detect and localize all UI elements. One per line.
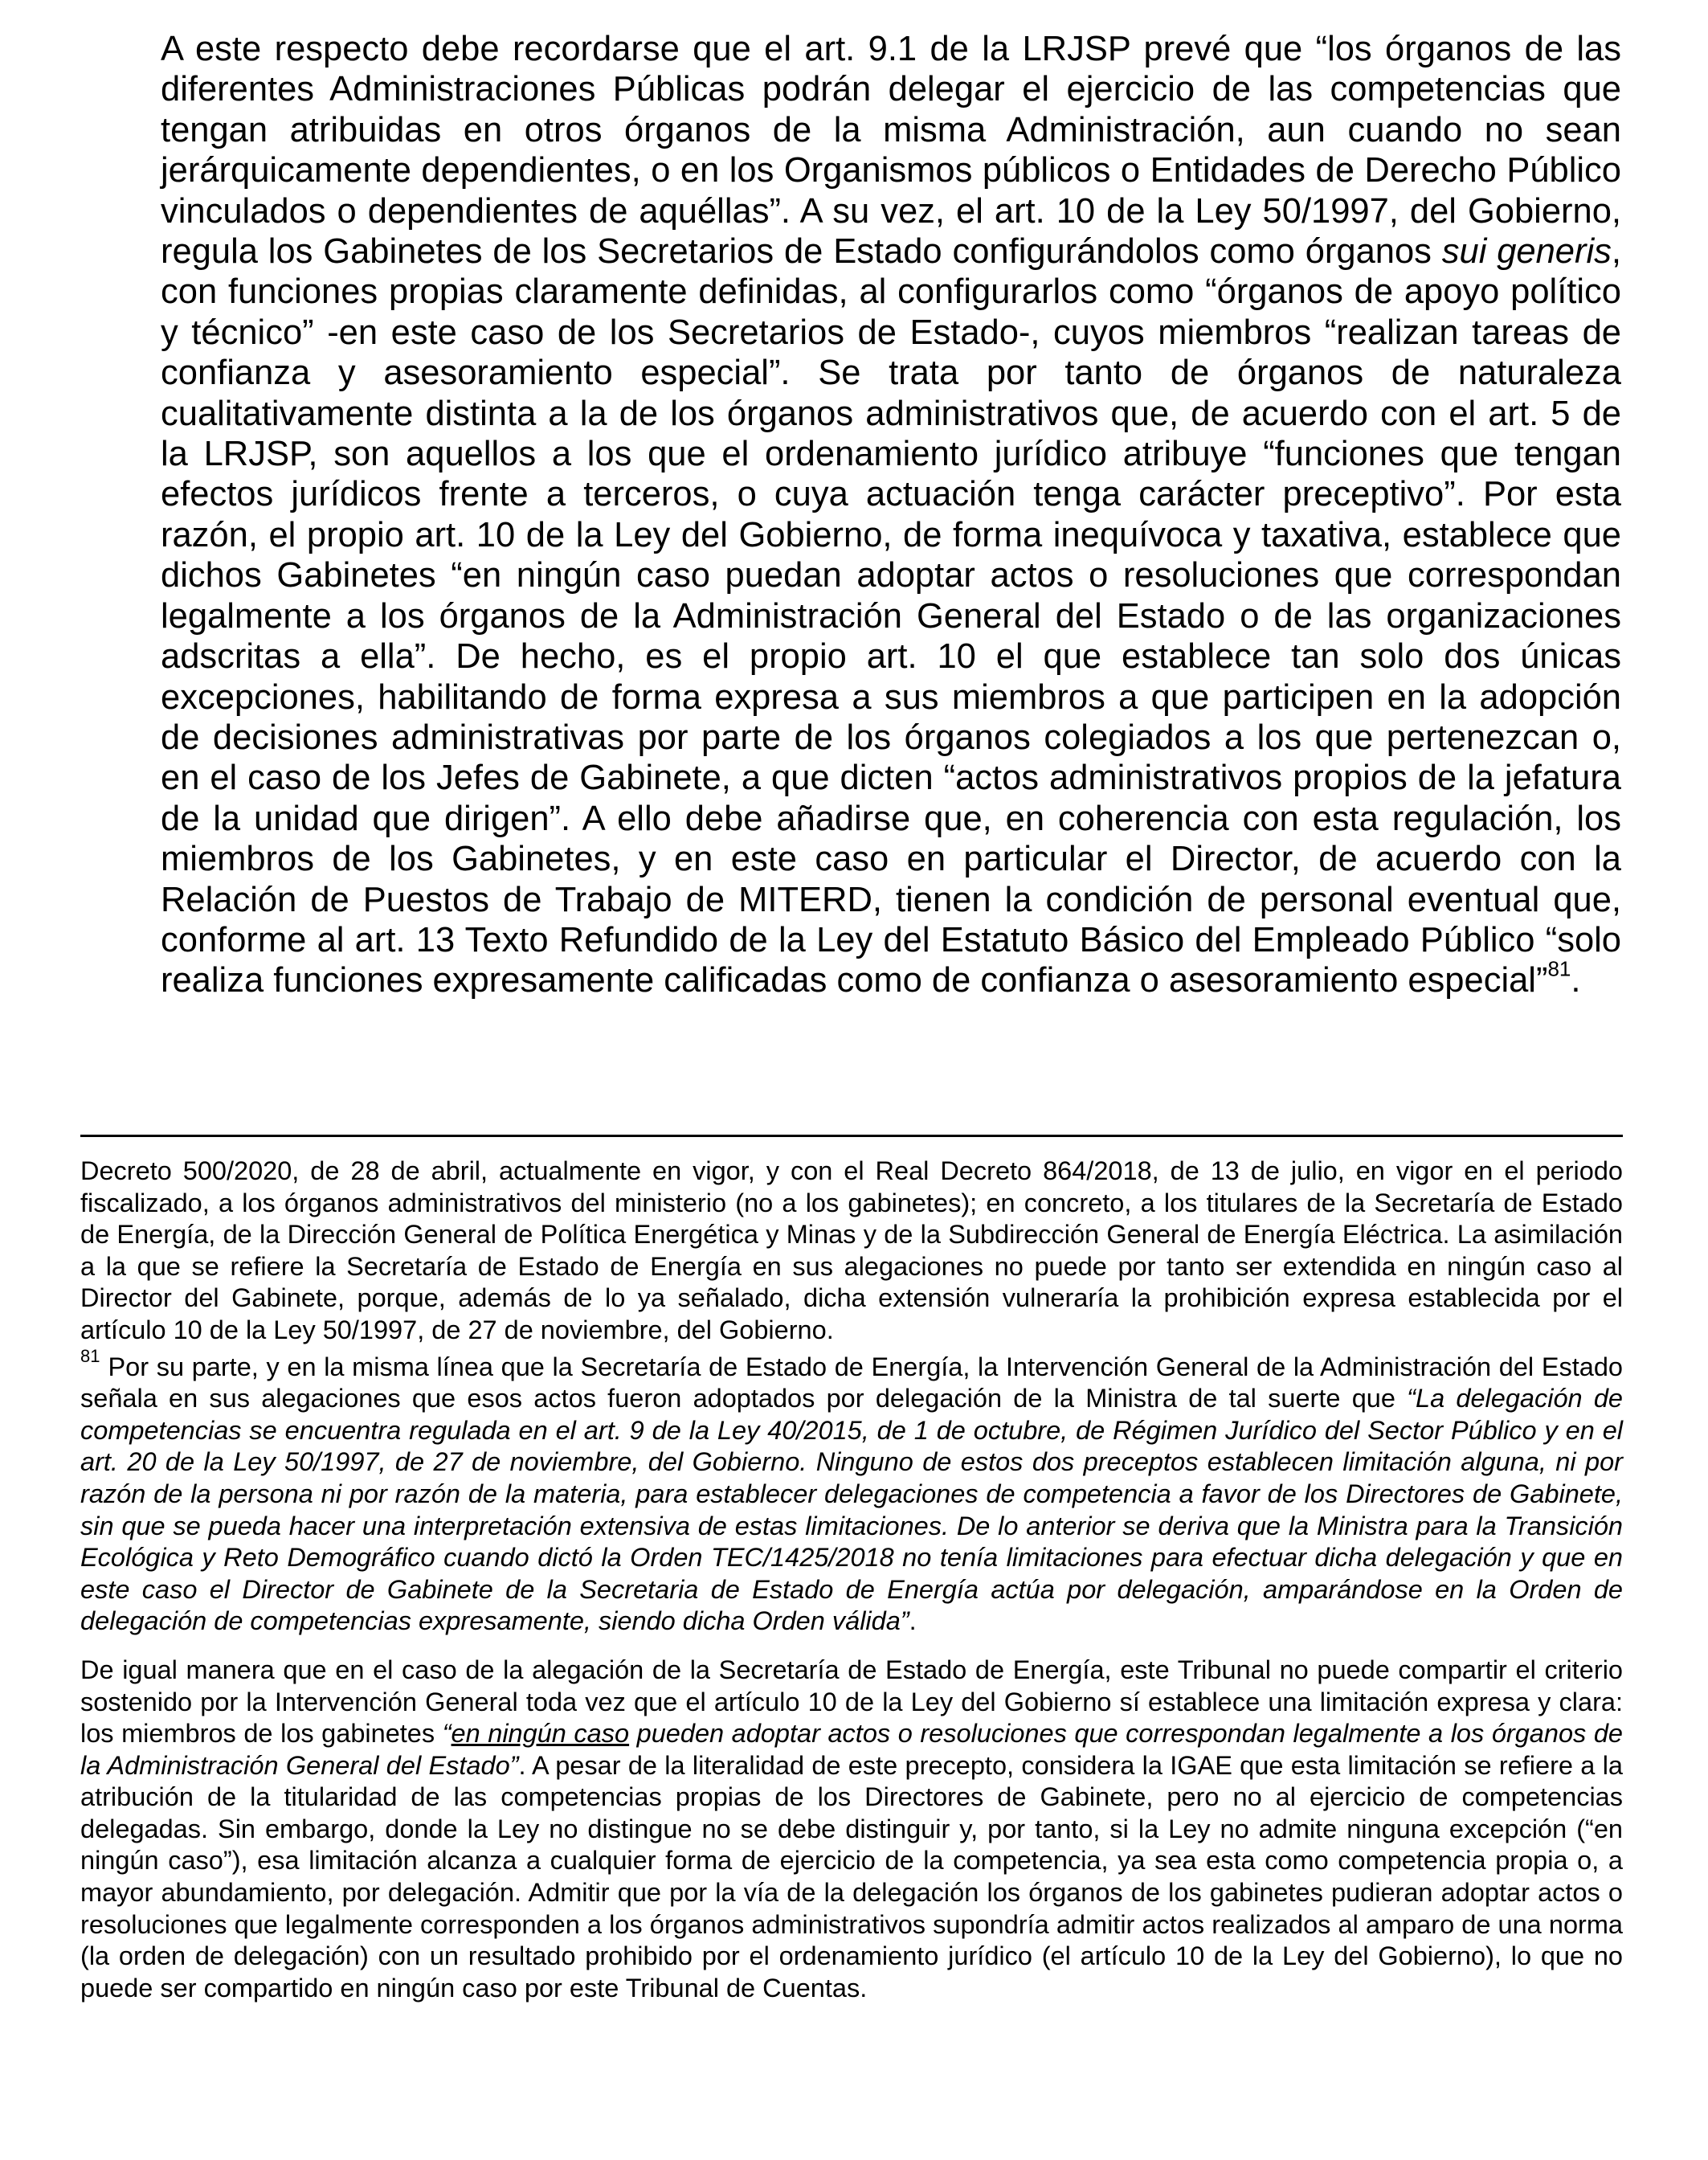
footnotes-section — [80, 1156, 1623, 2004]
main-text-part-1: A este respecto debe recordarse que el art. 9.1 de la LRJSP prevé que “los órganos de las diferentes Administraciones Públicas podrán delegar el ejercicio de las competencias que tengan atribuidas en otros órganos de la misma Administración, aun cuando no sean jerárquicamente dependientes, o en los Organismos públicos o Entidades de Derecho Público vinculados o dependientes de aquéllas”. A su vez, el art. 10 de la Ley 50/1997, del Gobierno, regula los Gabinetes de los Secretarios de Estado configurándolos como órganos — [161, 30, 1621, 272]
main-text-end: . — [1571, 961, 1581, 1000]
main-text-italic-sui-generis: sui generis — [1441, 232, 1612, 272]
underlined-en-ningun-caso: en ningún caso — [451, 1719, 630, 1749]
footnote-81-continuation — [80, 1655, 1623, 2005]
quote-open-mark: “ — [442, 1719, 452, 1749]
main-paragraph — [161, 29, 1621, 1001]
footnote-81-end: . — [909, 1606, 917, 1636]
footnote-separator — [80, 1135, 1623, 1137]
footnote-reference-81[interactable]: 81 — [1547, 956, 1571, 981]
quote-rest: pueden adoptar actos o resoluciones que correspondan legalmente a los órganos de la Administración General del Estado” — [80, 1719, 1623, 1780]
footnote-number-81: 81 — [80, 1346, 100, 1367]
footnote-81-cont-text-a: De igual manera que en el caso de la alegación de la Secretaría de Estado de Energía, este Tribunal no puede compartir el criterio sostenido por la Intervención General toda vez que el artículo 10 de la Ley del Gobierno sí establece una limitación expresa y clara: los miembros de los gabinetes — [80, 1655, 1623, 1749]
footnote-81-cont-text-b: . A pesar de la literalidad de este precepto, considera la IGAE que esta limitación se refiere a la atribución de la titularidad de las competencias propias de los Directores de Gabinete, pero no al ejercicio de competencias delegadas. Sin embargo, donde la Ley no distingue no se debe distinguir y, por tanto, si la Ley no admite ninguna excepción (“en ningún caso”), esa limitación alcanza a cualquier forma de ejercicio de la competencia, ya sea esta como competencia propia o, a mayor abundamiento, por delegación. Admitir que por la vía de la delegación los órganos de los gabinetes pudieran adoptar actos o resoluciones que legalmente corresponden a los órganos administrativos supondría admitir actos realizados al amparo de una norma (la orden de delegación) con un resultado prohibido por el ordenamiento jurídico (el artículo 10 de la Ley del Gobierno), lo que no puede ser compartido en ningún caso por este Tribunal de Cuentas. — [80, 1750, 1623, 2002]
footnote-81 — [80, 1346, 1623, 1638]
footnote-81-quote: “La delegación de competencias se encuentra regulada en el art. 9 de la Ley 40/2015, de 1 de octubre, de Régimen Jurídico del Sector Público y en el art. 20 de la Ley 50/1997, de 27 de noviembre, del Gobierno. Ninguno de estos dos preceptos establecen limitación alguna, ni por razón de la persona ni por razón de la materia, para establecer delegaciones de competencia a favor de los Directores de Gabinete, sin que se pueda hacer una interpretación extensiva de estas limitaciones. De lo anterior se deriva que la Ministra para la Transición Ecológica y Reto Demográfico cuando dictó la Orden TEC/1425/2018 no tenía limitaciones para efectuar dicha delegación y que en este caso el Director de Gabinete de la Secretaria de Estado de Energía actúa por delegación, amparándose en la Orden de delegación de competencias expresamente, siendo dicha Orden válida” — [80, 1384, 1623, 1636]
footnote-81-intro: Por su parte, y en la misma línea que la Secretaría de Estado de Energía, la Intervención General de la Administración del Estado señala en sus alegaciones que esos actos fueron adoptados por delegación de la Ministra de tal suerte que — [80, 1352, 1623, 1413]
main-text-part-2: , con funciones propias claramente definidas, al configurarlos como “órganos de apoyo político y técnico” -en este caso de los Secretarios de Estado-, cuyos miembros “realizan tareas de confianza y asesoramiento especial”. Se trata por tanto de órganos de naturaleza cualitativamente distinta a la de los órganos administrativos que, de acuerdo con el art. 5 de la LRJSP, son aquellos a los que el ordenamiento jurídico atribuye “funciones que tengan efectos jurídicos frente a terceros, o cuya actuación tenga carácter preceptivo”. Por esta razón, el propio art. 10 de la Ley del Gobierno, de forma inequívoca y taxativa, establece que dichos Gabinetes “en ningún caso puedan adoptar actos o resoluciones que correspondan legalmente a los órganos de la Administración General del Estado o de las organizaciones adscritas a ella”. De hecho, es el propio art. 10 el que establece tan solo dos únicas excepciones, habilitando de forma expresa a sus miembros a que participen en la adopción de decisiones administrativas por parte de los órganos colegiados a los que pertenezcan o, en el caso de los Jefes de Gabinete, a que dicten “actos administrativos propios de la jefatura de la unidad que dirigen”. A ello debe añadirse que, en coherencia con esta regulación, los miembros de los Gabinetes, y en este caso en particular el Director, de acuerdo con la Relación de Puestos de Trabajo de MITERD, tienen la condición de personal eventual que, conforme al art. 13 Texto Refundido de la Ley del Estatuto Básico del Empleado Público “solo realiza funciones expresamente calificadas como de confianza o asesoramiento especial” — [161, 232, 1621, 1000]
footnote-80-continued: Decreto 500/2020, de 28 de abril, actualmente en vigor, y con el Real Decreto 864/2018, de 13 de julio, en vigor en el periodo fiscalizado, a los órganos administrativos del ministerio (no a los gabinetes); en concreto, a los titulares de la Secretaría de Estado de Energía, de la Dirección General de Política Energética y Minas y de la Subdirección General de Energía Eléctrica. La asimilación a la que se refiere la Secretaría de Estado de Energía en sus alegaciones no puede por tanto ser extendida en ningún caso al Director del Gabinete, porque, además de lo ya señalado, dicha extensión vulneraría la prohibición expresa establecida por el artículo 10 de la Ley 50/1997, de 27 de noviembre, del Gobierno. — [80, 1156, 1623, 1344]
